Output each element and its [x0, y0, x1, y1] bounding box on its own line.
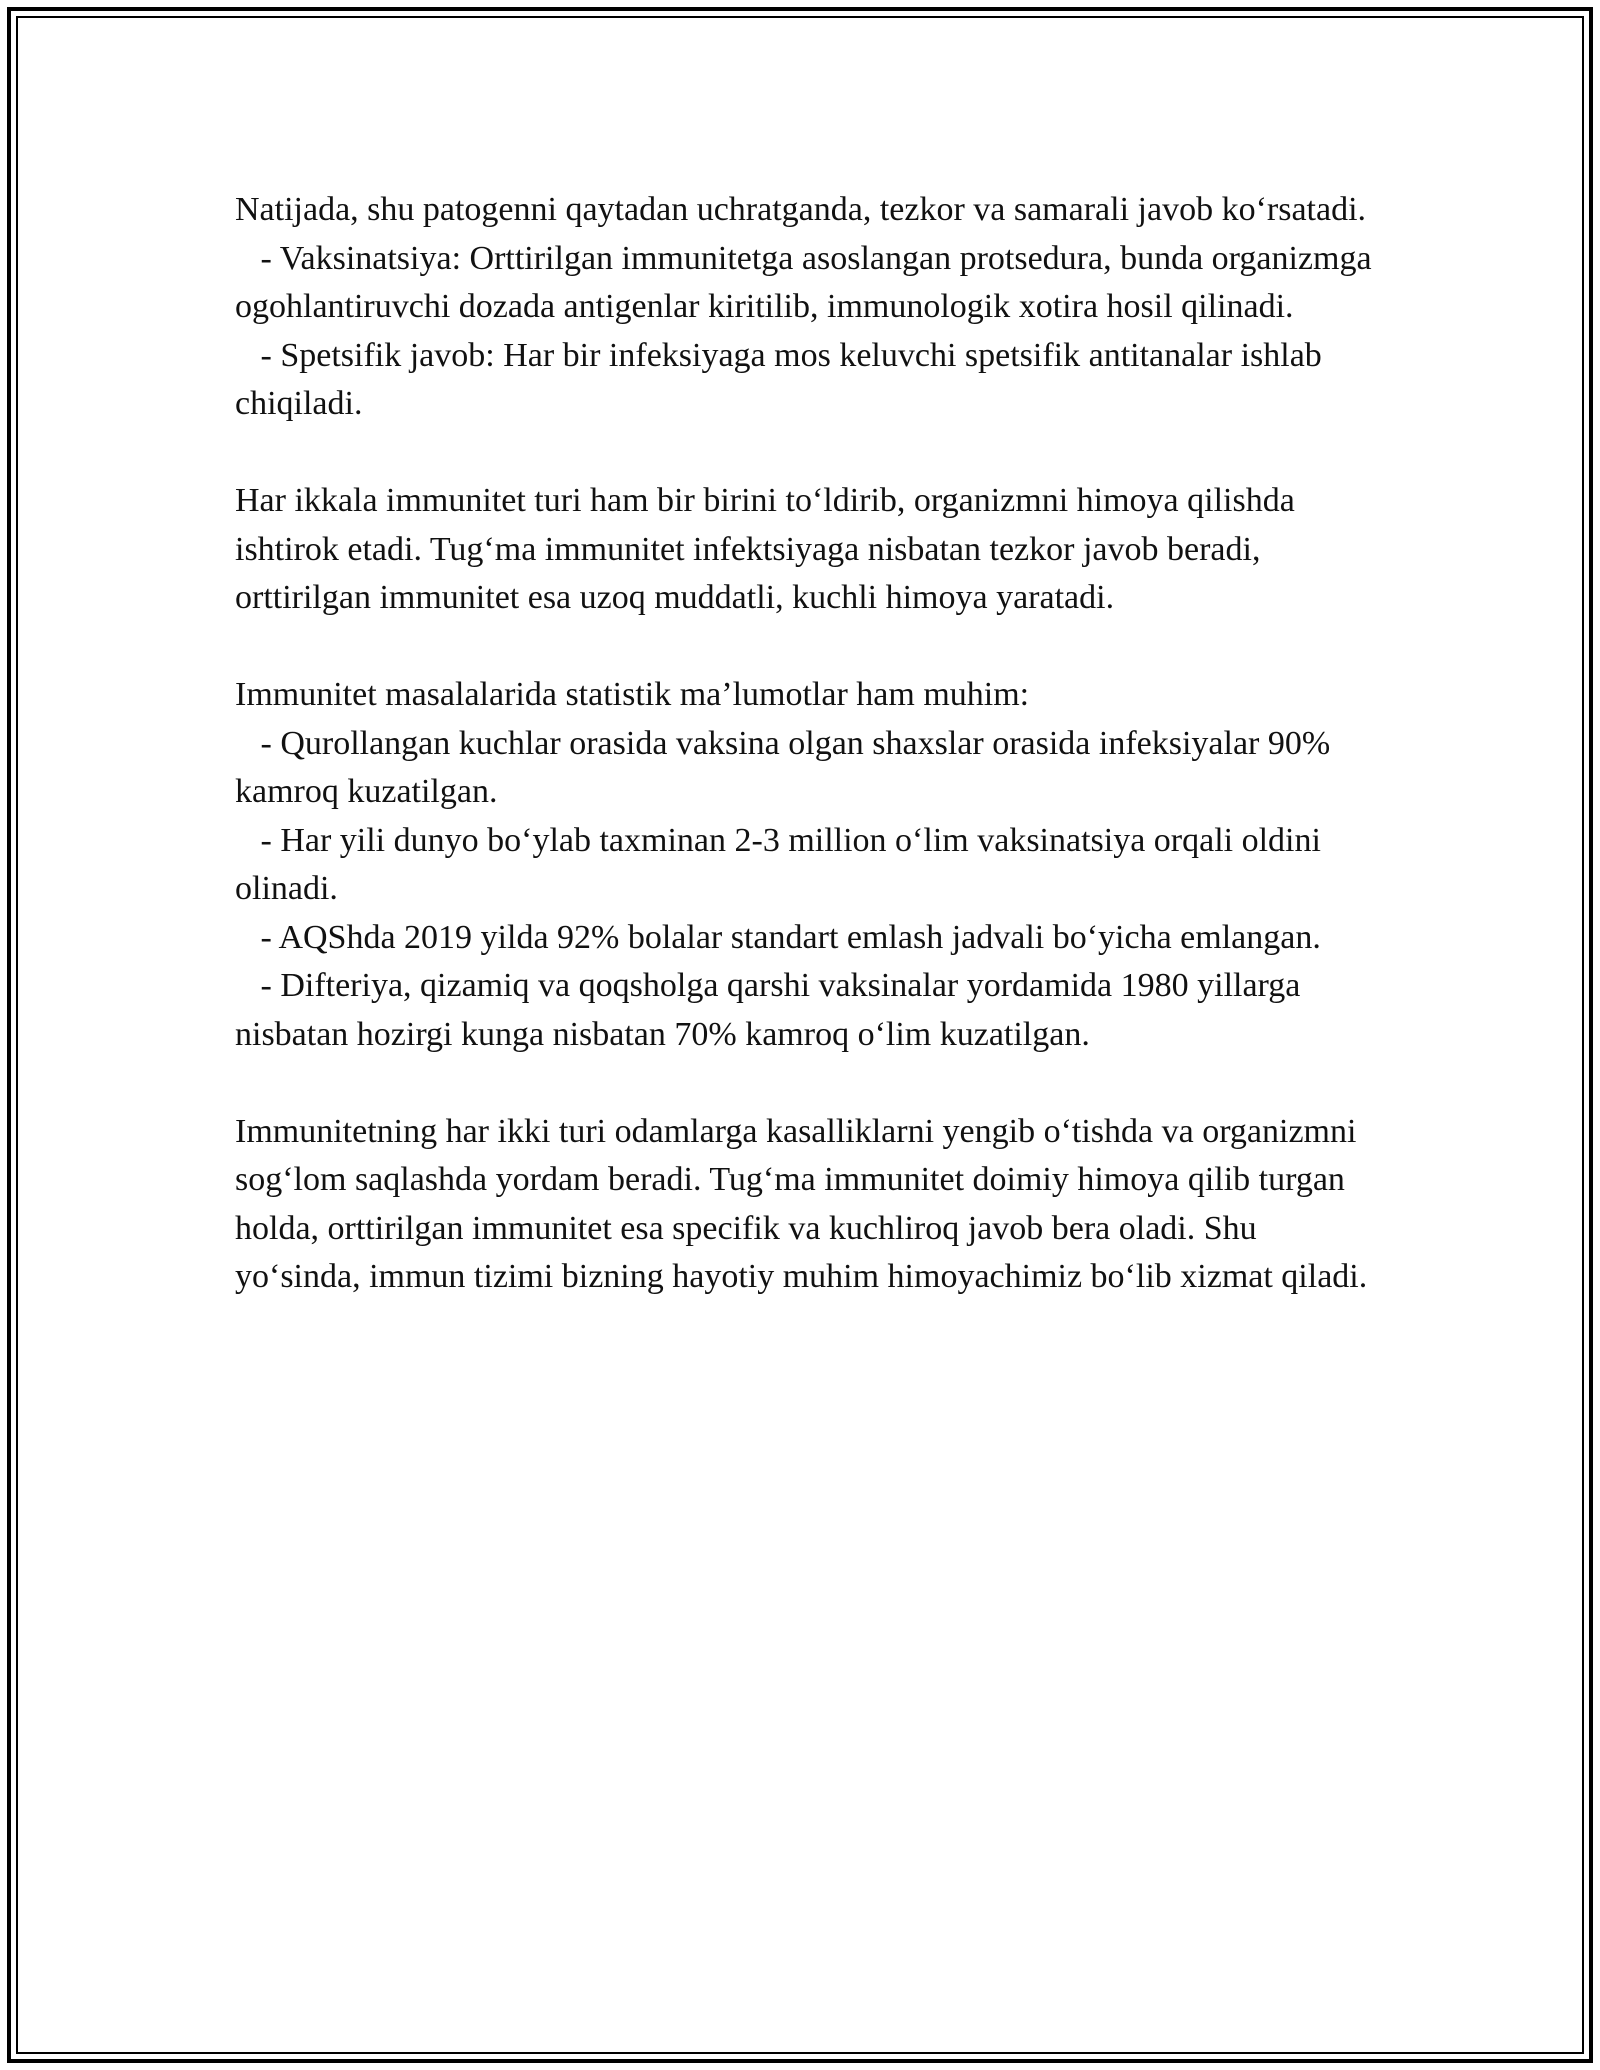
list-item-specific-response: - Spetsifik javob: Har bir infeksiyaga mos keluvchi spetsifik antitanalar ishlab chiqiladi. [235, 336, 1331, 422]
paragraph-statistics [235, 671, 1385, 1059]
list-item-vaccination: - Vaksinatsiya: Orttirilgan immunitetga asoslangan protsedura, bunda organizmga ogohlantiruvchi dozada antigenlar kiritilib, immunologik xotira hosil qilinadi. [235, 239, 1381, 325]
list-item-deaths-prevented: - Har yili dunyo bo‘ylab taxminan 2-3 million o‘lim vaksinatsiya orqali oldini olinadi. [235, 821, 1330, 907]
paragraph-vaccination-details [235, 186, 1385, 429]
list-item-usa-vaccination: - AQShda 2019 yilda 92% bolalar standart emlash jadvali bo‘yicha emlangan. [235, 918, 1321, 956]
paragraph-intro: Natijada, shu patogenni qaytadan uchratganda, tezkor va samarali javob ko‘rsatadi. [235, 191, 1367, 228]
list-item-armed-forces: - Qurollangan kuchlar orasida vaksina olgan shaxslar orasida infeksiyalar 90% kamroq kuzatilgan. [235, 724, 1339, 810]
statistics-intro: Immunitet masalalarida statistik ma’lumotlar ham muhim: [235, 676, 1030, 713]
list-item-diphtheria: - Difteriya, qizamiq va qoqsholga qarshi vaksinalar yordamida 1980 yillarga nisbatan hozirgi kunga nisbatan 70% kamroq o‘lim kuzatilgan. [235, 967, 1309, 1053]
paragraph-immunity-types: Har ikkala immunitet turi ham bir birini to‘ldirib, organizmni himoya qilishda ishtirok etadi. Tug‘ma immunitet infektsiyaga nisbatan tezkor javob beradi, orttirilgan immunitet esa uzoq muddatli, kuchli himoya yaratadi. [235, 482, 1295, 616]
document-body [235, 186, 1385, 1302]
paragraph-conclusion: Immunitetning har ikki turi odamlarga kasalliklarni yengib o‘tishda va organizmni sog‘lom saqlashda yordam beradi. Tug‘ma immunitet doimiy himoya qilib turgan holda, orttirilgan immunitet esa specifik va kuchliroq javob bera oladi. Shu yo‘sinda, immun tizimi bizning hayotiy muhim himoyachimiz bo‘lib xizmat qiladi. [235, 1112, 1368, 1295]
